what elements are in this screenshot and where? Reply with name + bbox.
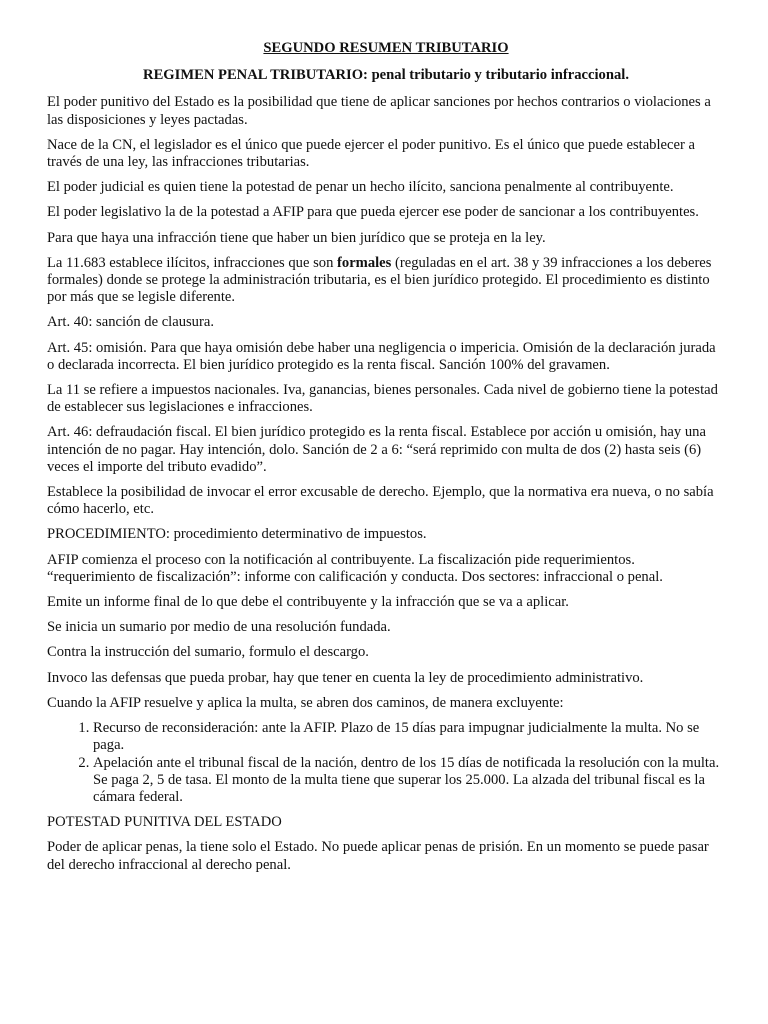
paragraph-potestad-heading: POTESTAD PUNITIVA DEL ESTADO [47, 814, 282, 831]
list-item: 1. Recurso de reconsideración: ante la AFIP. Plazo de 15 días para impugnar judicialmente la multa. No se paga. [93, 720, 725, 754]
document-page [47, 40, 725, 882]
paragraph-ley-11683-part2: (reguladas en el art. 38 y 39 infracciones a los deberes formales) donde se protege la administración tributaria, es el bien jurídico protegido. El procedimiento es distinto por más que se legisle diferente. [47, 254, 712, 306]
caminos-list [47, 720, 725, 806]
paragraph-bien-juridico: Para que haya una infracción tiene que haber un bien jurídico que se proteja en la ley. [47, 229, 546, 246]
list-item: 2. Apelación ante el tribunal fiscal de la nación, dentro de los 15 días de notificada la resolución con la multa. Se paga 2, 5 de tasa. El monto de la multa tiene que superar los 25.000. La alzada del tribunal fiscal es la cámara federal. [93, 755, 725, 807]
paragraph-defensas: Invoco las defensas que pueda probar, hay que tener en cuenta la ley de procedimiento administrativo. [47, 669, 644, 686]
document-title: SEGUNDO RESUMEN TRIBUTARIO [263, 40, 509, 56]
paragraph-ley-11683-part1: La 11.683 establece ilícitos, infracciones que son [47, 254, 338, 271]
paragraph-procedimiento: PROCEDIMIENTO: procedimiento determinativo de impuestos. [47, 526, 427, 543]
paragraph-sumario: Se inicia un sumario por medio de una resolución fundada. [47, 619, 391, 636]
paragraph-nace-cn: Nace de la CN, el legislador es el único que puede ejercer el poder punitivo. Es el único que puede establecer a través de una ley, las infracciones tributarias. [47, 136, 695, 171]
paragraph-poder-legislativo: El poder legislativo la de la potestad a AFIP para que pueda ejercer ese poder de sancionar a los contribuyentes. [47, 204, 699, 221]
document-subtitle: REGIMEN PENAL TRIBUTARIO: penal tributario y tributario infraccional. [143, 67, 629, 84]
paragraph-descargo: Contra la instrucción del sumario, formulo el descargo. [47, 644, 369, 661]
paragraph-error-excusable: Establece la posibilidad de invocar el error excusable de derecho. Ejemplo, que la normativa era nueva, o no sabía cómo hacerlo, etc. [47, 484, 714, 518]
formales-emphasis: formales [337, 254, 392, 271]
paragraph-afip-notificacion: AFIP comienza el proceso con la notificación al contribuyente. La fiscalización pide requerimientos. “requerimiento de fiscalización”: informe con calificación y conducta. Dos sectores: infraccional o penal. [47, 551, 663, 585]
paragraph-poder-punitivo: El poder punitivo del Estado es la posibilidad que tiene de aplicar sanciones por hechos contrarios o violaciones a las disposiciones y leyes pactadas. [47, 94, 711, 128]
paragraph-art-46: Art. 46: defraudación fiscal. El bien jurídico protegido es la renta fiscal. Establece por acción u omisión, hay una intención de no pagar. Hay intención, dolo. Sanción de 2 a 6: “será reprimido con multa de dos (2) hasta seis (6) veces el importe del tributo evadido”. [47, 424, 706, 475]
paragraph-informe-final: Emite un informe final de lo que debe el contribuyente y la infracción que se va a aplicar. [47, 594, 569, 611]
paragraph-ley-11683 [47, 255, 725, 307]
paragraph-impuestos-nacionales: La 11 se refiere a impuestos nacionales. Iva, ganancias, bienes personales. Cada nivel de gobierno tiene la potestad de establecer sus legislaciones e infracciones. [47, 382, 718, 416]
paragraph-art-45: Art. 45: omisión. Para que haya omisión debe haber una negligencia o impericia. Omisión de la declaración jurada o declarada incorrecta. El bien jurídico protegido es la renta fiscal. Sanción 100% del gravamen. [47, 339, 716, 373]
paragraph-dos-caminos: Cuando la AFIP resuelve y aplica la multa, se abren dos caminos, de manera excluyente: [47, 694, 564, 711]
paragraph-art-40: Art. 40: sanción de clausura. [47, 314, 214, 331]
paragraph-poder-aplicar-penas: Poder de aplicar penas, la tiene solo el Estado. No puede aplicar penas de prisión. En un momento se puede pasar del derecho infraccional al derecho penal. [47, 839, 709, 873]
paragraph-poder-judicial: El poder judicial es quien tiene la potestad de penar un hecho ilícito, sanciona penalmente al contribuyente. [47, 179, 674, 196]
